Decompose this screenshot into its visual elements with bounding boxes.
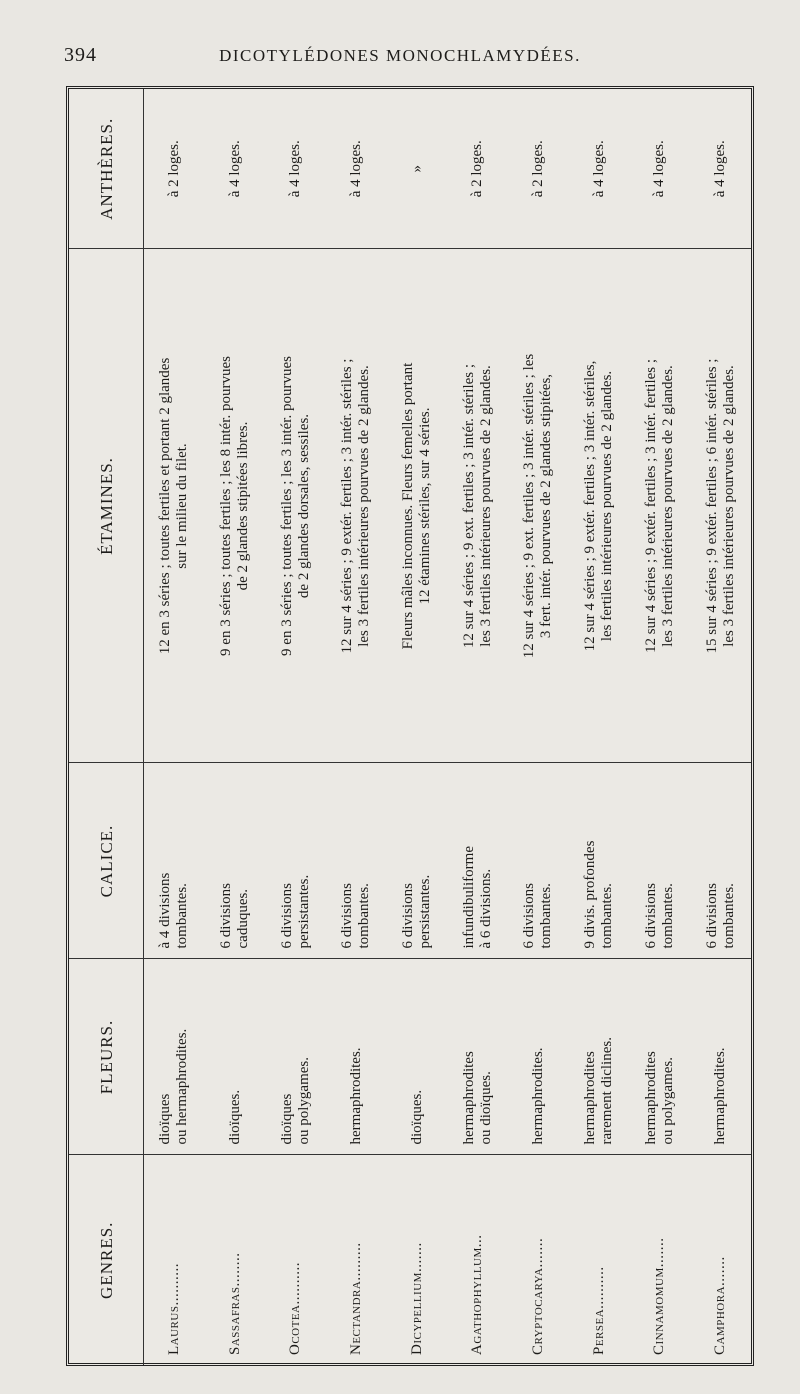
flowers-cell-line: hermaphrodites <box>582 1051 599 1145</box>
genus-name-cell: Dicypellium....... <box>387 1155 448 1365</box>
calyx-cell-line: tombantes. <box>599 883 616 949</box>
calyx-cell <box>144 763 205 959</box>
table-row <box>569 89 630 1365</box>
table-row <box>508 89 569 1365</box>
stamens-cell-line: 12 étamines stériles, sur 4 séries. <box>417 407 434 605</box>
flowers-cell-line: hermaphrodites. <box>712 1047 729 1145</box>
table-header-row <box>69 89 144 1365</box>
table-row <box>447 89 508 1365</box>
stamens-cell <box>690 249 751 763</box>
stamens-cell-line: 12 sur 4 séries ; 9 ext. fertiles ; 3 intér. stériles ; les <box>521 353 538 659</box>
calyx-cell <box>508 763 569 959</box>
flowers-cell <box>265 959 326 1155</box>
flowers-cell-line: hermaphrodites <box>642 1051 659 1145</box>
anthers-cell: à 4 loges. <box>347 140 364 198</box>
calyx-cell-line: persistantes. <box>417 874 434 949</box>
stamens-cell-line: sur le milieu du filet. <box>174 443 191 569</box>
flowers-cell <box>144 959 205 1155</box>
calyx-cell <box>630 763 691 959</box>
stamens-cell <box>265 249 326 763</box>
table-row <box>690 89 751 1365</box>
calyx-cell-line: persistantes. <box>295 874 312 949</box>
flowers-cell-line: dioïques <box>157 1093 174 1145</box>
flowers-cell-line: rarement diclines. <box>599 1037 616 1145</box>
calyx-cell-line: 6 divisions <box>339 883 356 949</box>
calyx-cell-line: 6 divisions <box>218 883 235 949</box>
stamens-cell-line: 12 sur 4 séries ; 9 extér. fertiles ; 3 intér. stériles ; <box>339 358 356 654</box>
flowers-cell-line: ou dioïques. <box>477 1071 494 1145</box>
calyx-cell-line: à 6 divisions. <box>477 868 494 949</box>
calyx-cell-line: 6 divisions <box>642 883 659 949</box>
flowers-cell <box>447 959 508 1155</box>
calyx-cell <box>265 763 326 959</box>
stamens-cell <box>447 249 508 763</box>
flowers-cell <box>326 959 387 1155</box>
flowers-cell <box>508 959 569 1155</box>
table-row <box>205 89 266 1365</box>
calyx-cell <box>569 763 630 959</box>
flowers-cell-line: hermaphrodites. <box>347 1047 364 1145</box>
flowers-cell-line: hermaphrodites <box>460 1051 477 1145</box>
calyx-cell-line: 6 divisions <box>521 883 538 949</box>
genera-comparison-table <box>69 89 751 1365</box>
genus-name-cell: Persea.......... <box>569 1155 630 1365</box>
stamens-cell-line: de 2 glandes stipitées libres. <box>235 421 252 591</box>
flowers-cell <box>569 959 630 1155</box>
stamens-cell-line: 9 en 3 séries ; toutes fertiles ; les 8 intér. pourvues <box>218 356 235 656</box>
flowers-cell-line: hermaphrodites. <box>529 1047 546 1145</box>
page-header <box>40 44 760 78</box>
stamens-cell-line: les 3 fertiles intérieures pourvues de 2 glandes. <box>477 365 494 647</box>
table-row <box>387 89 448 1365</box>
calyx-cell-line: 6 divisions <box>703 883 720 949</box>
anthers-cell: » <box>408 165 425 173</box>
genus-name-cell: Cinnamomum....... <box>630 1155 691 1365</box>
rotated-table-container <box>69 89 751 1365</box>
column-header-genres: GENRES. <box>69 1155 144 1365</box>
calyx-cell-line: tombantes. <box>538 883 555 949</box>
calyx-cell-line: tombantes. <box>356 883 373 949</box>
anthers-cell: à 4 loges. <box>712 140 729 198</box>
flowers-cell <box>630 959 691 1155</box>
calyx-cell-line: tombantes. <box>720 883 737 949</box>
flowers-cell <box>205 959 266 1155</box>
stamens-cell-line: 12 en 3 séries ; toutes fertiles et portant 2 glandes <box>157 357 174 655</box>
flowers-cell-line: ou hermaphrodites. <box>174 1028 191 1145</box>
calyx-cell-line: tombantes. <box>659 883 676 949</box>
stamens-cell-line: 12 sur 4 séries ; 9 extér. fertiles ; 3 intér. stériles, <box>582 360 599 652</box>
calyx-cell-line: 6 divisions <box>400 883 417 949</box>
page-number: 394 <box>64 44 97 66</box>
anthers-cell: à 2 loges. <box>469 140 486 198</box>
anthers-cell: à 4 loges. <box>590 140 607 198</box>
calyx-cell-line: à 4 divisions <box>157 872 174 949</box>
flowers-cell-line: ou polygames. <box>295 1057 312 1145</box>
flowers-cell <box>690 959 751 1155</box>
flowers-cell-line: dioïques. <box>226 1089 243 1145</box>
anthers-cell: à 2 loges. <box>529 140 546 198</box>
calyx-cell-line: caduques. <box>235 888 252 949</box>
stamens-cell-line: les 3 fertiles intérieures pourvues de 2 glandes. <box>720 365 737 647</box>
calyx-cell-line: 9 divis. profondes <box>582 840 599 949</box>
stamens-cell-line: 3 fert. intér. pourvues de 2 glandes stipitées, <box>538 373 555 639</box>
table-row <box>265 89 326 1365</box>
genera-table-frame <box>66 86 754 1366</box>
stamens-cell-line: les 3 fertiles intérieures pourvues de 2 glandes. <box>356 365 373 647</box>
genus-name-cell: Laurus.......... <box>144 1155 205 1365</box>
running-title: DICOTYLÉDONES MONOCHLAMYDÉES. <box>219 46 581 65</box>
anthers-cell: à 4 loges. <box>651 140 668 198</box>
stamens-cell <box>205 249 266 763</box>
table-row <box>326 89 387 1365</box>
genus-name-cell: Camphora....... <box>690 1155 751 1365</box>
anthers-cell: à 4 loges. <box>226 140 243 198</box>
calyx-cell <box>690 763 751 959</box>
stamens-cell-line: les 3 fertiles intérieures pourvues de 2 glandes. <box>659 365 676 647</box>
stamens-cell-line: de 2 glandes dorsales, sessiles. <box>295 413 312 599</box>
column-header-antheres: ANTHÈRES. <box>69 89 144 249</box>
flowers-cell-line: dioïques. <box>408 1089 425 1145</box>
genus-name-cell: Sassafras........ <box>205 1155 266 1365</box>
column-header-calice: CALICE. <box>69 763 144 959</box>
calyx-cell <box>205 763 266 959</box>
column-header-etamines: ÉTAMINES. <box>69 249 144 763</box>
calyx-cell-line: tombantes. <box>174 883 191 949</box>
anthers-cell: à 2 loges. <box>165 140 182 198</box>
stamens-cell <box>326 249 387 763</box>
stamens-cell <box>387 249 448 763</box>
genus-name-cell: Agathophyllum... <box>447 1155 508 1365</box>
flowers-cell <box>387 959 448 1155</box>
stamens-cell-line: 12 sur 4 séries ; 9 ext. fertiles ; 3 intér. stériles ; <box>460 363 477 649</box>
column-header-fleurs: FLEURS. <box>69 959 144 1155</box>
stamens-cell-line: les fertiles intérieures pourvues de 2 glandes. <box>599 370 616 642</box>
stamens-cell-line: 15 sur 4 séries ; 9 extér. fertiles ; 6 intér. stériles ; <box>703 358 720 654</box>
calyx-cell <box>326 763 387 959</box>
flowers-cell-line: dioïques <box>278 1093 295 1145</box>
stamens-cell <box>144 249 205 763</box>
calyx-cell-line: infundibuliforme <box>460 846 477 949</box>
flowers-cell-line: ou polygames. <box>659 1057 676 1145</box>
stamens-cell-line: 9 en 3 séries ; toutes fertiles ; les 3 intér. pourvues <box>278 356 295 656</box>
stamens-cell <box>630 249 691 763</box>
stamens-cell-line: Fleurs mâles inconnues. Fleurs femelles portant <box>400 362 417 650</box>
calyx-cell-line: 6 divisions <box>278 883 295 949</box>
stamens-cell <box>508 249 569 763</box>
anthers-cell: à 4 loges. <box>287 140 304 198</box>
calyx-cell <box>447 763 508 959</box>
stamens-cell <box>569 249 630 763</box>
genus-name-cell: Ocotea.......... <box>265 1155 326 1365</box>
stamens-cell-line: 12 sur 4 séries ; 9 extér. fertiles ; 3 intér. fertiles ; <box>642 358 659 654</box>
genus-name-cell: Nectandra......... <box>326 1155 387 1365</box>
table-row <box>144 89 205 1365</box>
table-row <box>630 89 691 1365</box>
calyx-cell <box>387 763 448 959</box>
genus-name-cell: Cryptocarya....... <box>508 1155 569 1365</box>
